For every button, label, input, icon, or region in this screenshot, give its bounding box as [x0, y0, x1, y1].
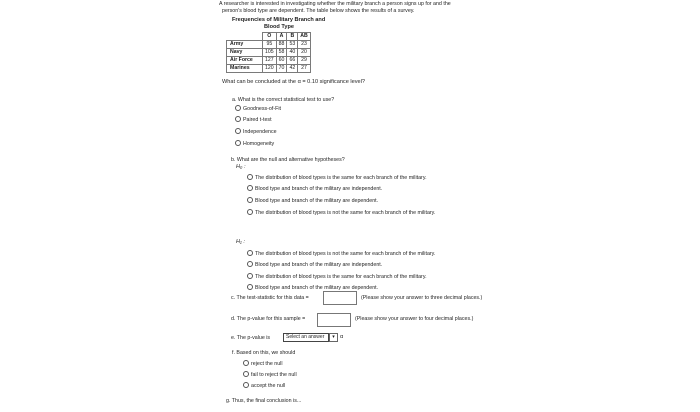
h0-option[interactable] [247, 175, 427, 181]
part-a-option-independence[interactable] [235, 129, 277, 135]
radio-button[interactable] [235, 128, 241, 134]
table-cell: 127 [263, 57, 277, 65]
question-text: What can be concluded at the α = 0.10 significance level? [222, 79, 366, 85]
column-header: B [287, 33, 298, 41]
part-c-prompt: c. The test-statistic for this data = [231, 295, 309, 301]
p-value-comparison-select[interactable]: Select an answer [283, 333, 329, 342]
part-f-prompt: f. Based on this, we should [232, 350, 296, 356]
option-label: The distribution of blood types is not the same for each branch of the military. [255, 210, 436, 216]
option-label: Independence [243, 129, 277, 135]
h1-option[interactable] [247, 285, 378, 291]
table-cell: 29 [298, 57, 311, 65]
radio-button[interactable] [235, 116, 241, 122]
chevron-down-icon[interactable]: ▾ [329, 333, 338, 342]
radio-button[interactable] [243, 382, 249, 388]
part-f-option-reject[interactable] [243, 361, 283, 367]
h0-option[interactable] [247, 186, 382, 192]
option-label: Blood type and branch of the military are independent. [255, 186, 383, 192]
option-label: Goodness-of-Fit [243, 106, 281, 112]
h1-option[interactable] [247, 262, 382, 268]
radio-button[interactable] [247, 209, 253, 215]
part-e-prompt: e. The p-value is [231, 335, 271, 341]
table-corner [227, 33, 263, 41]
row-label: Air Force [227, 57, 263, 65]
table-cell: 70 [276, 65, 287, 73]
part-b-prompt: b. What are the null and alternative hypotheses? [231, 157, 345, 163]
option-label: accept the null [251, 383, 286, 389]
h1-label: H₁ : [236, 239, 245, 245]
radio-button[interactable] [235, 105, 241, 111]
column-header: A [276, 33, 287, 41]
part-c-hint: (Please show your answer to three decimal places.) [361, 295, 483, 301]
radio-button[interactable] [247, 250, 253, 256]
option-label: Blood type and branch of the military are dependent. [255, 285, 379, 291]
part-g-prompt: g. Thus, the final conclusion is... [226, 398, 302, 404]
option-label: The distribution of blood types is the same for each branch of the military. [255, 274, 427, 280]
h0-label: H₀ : [236, 164, 246, 170]
option-label: fail to reject the null [251, 372, 297, 378]
radio-button[interactable] [247, 261, 253, 267]
radio-button[interactable] [247, 174, 253, 180]
table-header-row [227, 33, 311, 41]
table-row [227, 41, 311, 49]
table-subtitle: Blood Type [264, 24, 295, 30]
option-label: Homogeneity [243, 141, 275, 147]
row-label: Navy [227, 49, 263, 57]
p-value-input[interactable] [317, 313, 351, 327]
table-cell: 58 [276, 49, 287, 57]
table-cell: 88 [276, 41, 287, 49]
frequency-table [226, 32, 311, 73]
part-d-prompt: d. The p-value for this sample = [231, 316, 306, 322]
option-label: The distribution of blood types is the same for each branch of the military. [255, 175, 427, 181]
radio-button[interactable] [243, 360, 249, 366]
radio-button[interactable] [247, 284, 253, 290]
table-title: Frequencies of Military Branch and [232, 17, 326, 23]
option-label: Paired t-test [243, 117, 272, 123]
part-a-option-homogeneity[interactable] [235, 141, 274, 147]
option-label: reject the null [251, 361, 283, 367]
table-cell: 53 [287, 41, 298, 49]
radio-button[interactable] [247, 185, 253, 191]
radio-button[interactable] [243, 371, 249, 377]
table-row [227, 57, 311, 65]
h0-option[interactable] [247, 210, 435, 216]
table-row [227, 65, 311, 73]
h0-option[interactable] [247, 198, 378, 204]
table-cell: 20 [298, 49, 311, 57]
option-label: Blood type and branch of the military are independent. [255, 262, 383, 268]
radio-button[interactable] [247, 197, 253, 203]
row-label: Army [227, 41, 263, 49]
table-cell: 40 [287, 49, 298, 57]
part-f-option-accept[interactable] [243, 383, 285, 389]
table-cell: 42 [287, 65, 298, 73]
table-row [227, 49, 311, 57]
table-cell: 105 [263, 49, 277, 57]
option-label: Blood type and branch of the military are dependent. [255, 198, 379, 204]
option-label: The distribution of blood types is not the same for each branch of the military. [255, 251, 436, 257]
table-cell: 60 [276, 57, 287, 65]
h1-option[interactable] [247, 251, 435, 257]
radio-button[interactable] [235, 140, 241, 146]
alpha-symbol: α [340, 334, 344, 340]
row-label: Marines [227, 65, 263, 73]
column-header: O [263, 33, 277, 41]
table-cell: 66 [287, 57, 298, 65]
table-cell: 120 [263, 65, 277, 73]
column-header: AB [298, 33, 311, 41]
part-d-hint: (Please show your answer to four decimal places.) [355, 316, 474, 322]
h1-option[interactable] [247, 274, 427, 280]
table-cell: 95 [263, 41, 277, 49]
test-statistic-input[interactable] [323, 291, 357, 305]
table-cell: 23 [298, 41, 311, 49]
intro-line-2: person's blood type are dependent. The table below shows the results of a survey. [222, 8, 415, 14]
part-a-prompt: a. What is the correct statistical test to use? [232, 97, 335, 103]
table-cell: 27 [298, 65, 311, 73]
part-a-option-paired-t-test[interactable] [235, 117, 272, 123]
radio-button[interactable] [247, 273, 253, 279]
intro-line-1: A researcher is interested in investigating whether the military branch a person signs up for and the [219, 1, 451, 7]
part-a-option-goodness-of-fit[interactable] [235, 106, 281, 112]
part-f-option-fail-to-reject[interactable] [243, 372, 297, 378]
